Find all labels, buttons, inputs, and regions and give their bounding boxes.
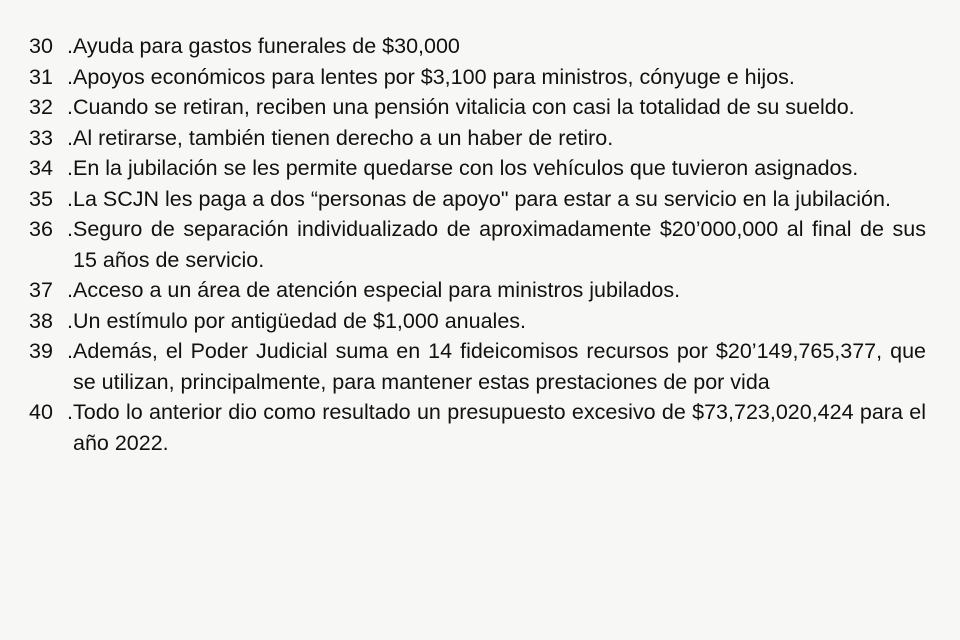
item-number: 33 xyxy=(29,125,53,150)
item-text: Cuando se retiran, reciben una pensión vitalicia con casi la totalidad de su sueldo. xyxy=(72,95,855,119)
list-item-33: 33 . Al retirarse, también tienen derecho a un haber de retiro. xyxy=(29,123,926,154)
item-text: La SCJN les paga a dos “personas de apoyo" para estar a su servicio en la jubilación. xyxy=(72,186,891,211)
item-number: 31 xyxy=(29,64,53,89)
item-text: Además, el Poder Judicial suma en 14 fideicomisos recursos por $20’149,765,377, que se utilizan, principalmente, para mantener estas prestaciones de por vida xyxy=(72,339,926,394)
item-text: Acceso a un área de atención especial para ministros jubilados. xyxy=(72,278,681,302)
item-number: 35 xyxy=(29,186,53,211)
item-text: Un estímulo por antigüedad de $1,000 anuales. xyxy=(72,308,527,333)
item-number: 39 xyxy=(29,339,53,363)
item-number: 37 xyxy=(29,278,53,302)
item-text: Todo lo anterior dio como resultado un presupuesto excesivo de $73,723,020,424 para el año 2022. xyxy=(72,400,926,455)
list-item-32: 32 . Cuando se retiran, reciben una pensión vitalicia con casi la totalidad de su sueldo. xyxy=(29,92,926,123)
item-number: 30 xyxy=(29,34,53,58)
item-text: Ayuda para gastos funerales de $30,000 xyxy=(72,34,460,58)
list-item-39: 39 . Además, el Poder Judicial suma en 14 fideicomisos recursos por $20’149,765,377, que se utilizan, principalmente, para mantener estas prestaciones de por vida xyxy=(29,336,926,397)
list-item-37: 37 . Acceso a un área de atención especial para ministros jubilados. xyxy=(29,275,926,306)
list-item-34: 34 . En la jubilación se les permite quedarse con los vehículos que tuvieron asignados. xyxy=(29,153,926,184)
list-item-30: 30 . Ayuda para gastos funerales de $30,000 xyxy=(29,31,926,62)
item-number: 40 xyxy=(29,400,53,424)
item-number: 34 xyxy=(29,156,53,180)
item-number: 36 xyxy=(29,217,53,241)
item-text: Apoyos económicos para lentes por $3,100 para ministros, cónyuge e hijos. xyxy=(72,64,795,89)
item-text: Seguro de separación individualizado de aproximadamente $20’000,000 al final de sus 15 años de servicio. xyxy=(72,217,926,272)
item-text: En la jubilación se les permite quedarse con los vehículos que tuvieron asignados. xyxy=(72,156,859,180)
list-item-35: 35 . La SCJN les paga a dos “personas de apoyo" para estar a su servicio en la jubilación. xyxy=(29,184,926,215)
list-item-31: 31 . Apoyos económicos para lentes por $3,100 para ministros, cónyuge e hijos. xyxy=(29,62,926,93)
list-item-40: 40 . Todo lo anterior dio como resultado un presupuesto excesivo de $73,723,020,424 para el año 2022. xyxy=(29,397,926,458)
item-text: Al retirarse, también tienen derecho a un haber de retiro. xyxy=(72,125,614,150)
item-number: 38 xyxy=(29,308,53,333)
item-number: 32 xyxy=(29,95,53,119)
list-item-38: 38 . Un estímulo por antigüedad de $1,000 anuales. xyxy=(29,306,926,337)
benefits-list xyxy=(29,31,926,458)
list-item-36: 36 . Seguro de separación individualizado de aproximadamente $20’000,000 al final de sus 15 años de servicio. xyxy=(29,214,926,275)
